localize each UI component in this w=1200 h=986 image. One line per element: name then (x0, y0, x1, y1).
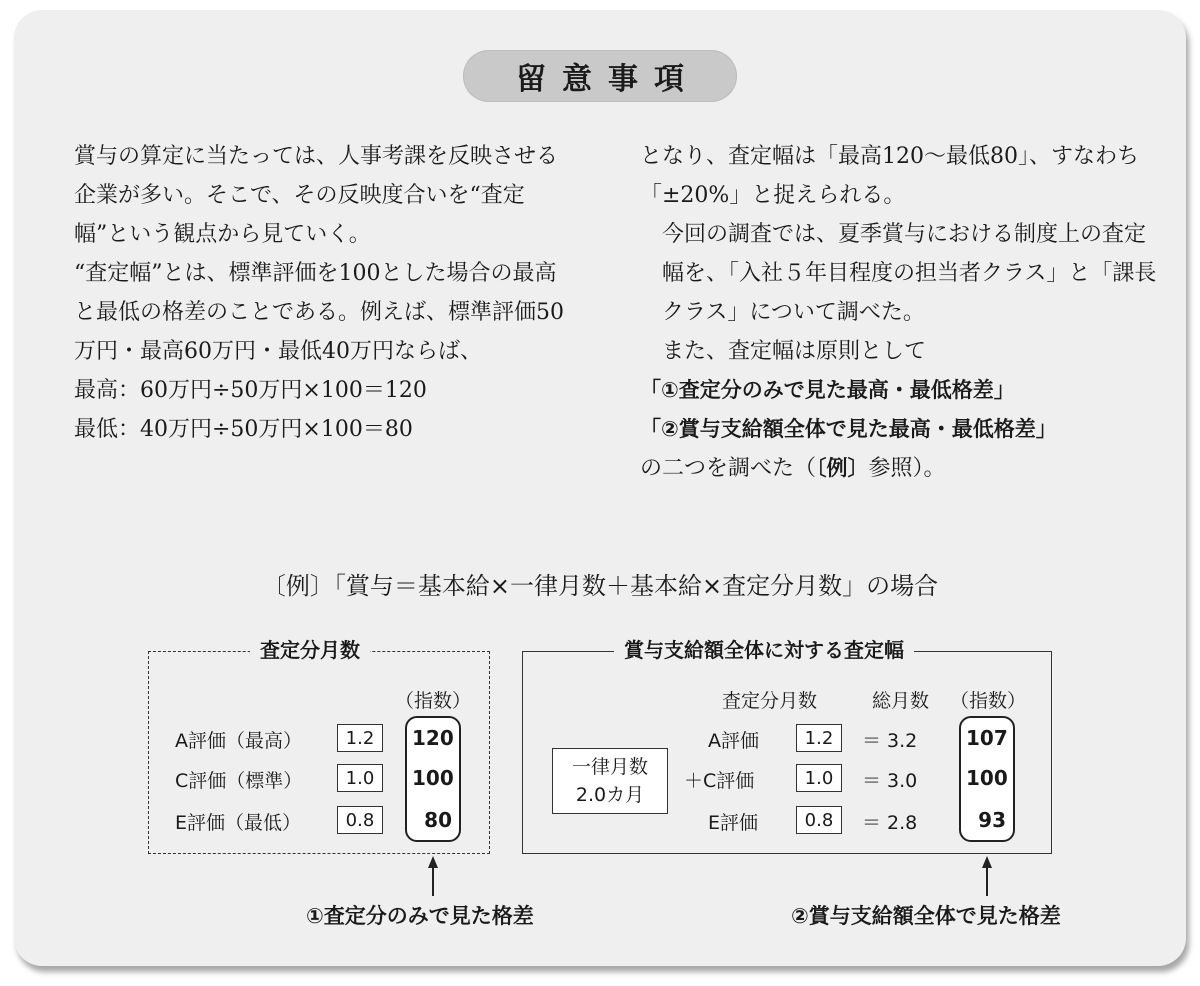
section-title: 留意事項 (463, 50, 737, 102)
lump-months-line1: 一律月数 (571, 756, 648, 778)
box2-total-a: ＝ 3.2 (862, 730, 918, 752)
right-para-1: となり、査定幅は「最高120〜最低80」、すなわち「±20%」と捉えられる。 (640, 144, 1139, 208)
left-para-1: 賞与の算定に当たっては、人事考課を反映させる企業が多い。そこで、その反映度合いを“査定幅”という観点から見ていく。 (74, 144, 559, 247)
box1-months-e: 0.8 (337, 806, 383, 834)
left-formula-max: 最高：60万円÷50万円×100＝120 (74, 378, 427, 403)
box1-grade-c: C評価（標準） (175, 770, 303, 792)
box2-index-a: 107 (966, 726, 1008, 750)
box2-index-c: 100 (966, 766, 1008, 790)
right-column (640, 137, 1160, 488)
box1-grade-a: A評価（最高） (175, 730, 302, 752)
box2-months-a: 1.2 (796, 724, 842, 752)
right-para-4-post: 参照）。 (868, 456, 946, 481)
box2-header-months: 査定分月数 (722, 690, 818, 712)
caption-assessment-only: ①査定分のみで見た格差 (306, 904, 534, 928)
box1-months-a: 1.2 (337, 724, 383, 752)
box2-grade-a: A評価 (708, 730, 759, 752)
assessment-months-label: 査定分月数 (250, 634, 370, 663)
box1-grade-e: E評価（最低） (175, 812, 302, 834)
right-para-4 (640, 449, 1160, 488)
box1-index-c: 100 (412, 766, 454, 790)
arrow-line-1 (432, 866, 434, 896)
example-title: 〔例〕「賞与＝基本給×一律月数＋基本給×査定分月数」の場合 (261, 572, 939, 600)
right-para-2: 今回の調査では、夏季賞与における制度上の査定幅を、「入社５年目程度の担当者クラス」と「課長クラス」について調べた。 (662, 222, 1157, 325)
box1-index-header: （指数） (395, 690, 472, 712)
caption-total-bonus: ②賞与支給額全体で見た格差 (791, 904, 1061, 928)
box2-header-index: （指数） (950, 690, 1027, 712)
box1-index-e: 80 (424, 808, 452, 832)
right-bold-item-1: 「①査定分のみで見た最高・最低格差」 (640, 378, 1015, 402)
box2-months-c: 1.0 (796, 764, 842, 792)
right-para-4-pre: の二つを調べた（ (640, 456, 817, 481)
box2-months-e: 0.8 (796, 806, 842, 834)
box2-total-e: ＝ 2.8 (862, 812, 918, 834)
right-para-3: また、査定幅は原則として (662, 339, 927, 364)
box2-grade-c: ＋C評価 (684, 770, 755, 792)
left-para-2: “査定幅”とは、標準評価を100とした場合の最高と最低の格差のことである。例えば、標準評価50万円・最高60万円・最低40万円ならば、 (74, 261, 564, 364)
box1-months-c: 1.0 (337, 764, 383, 792)
left-formula-min: 最低：40万円÷50万円×100＝80 (74, 417, 413, 442)
box2-index-e: 93 (978, 808, 1006, 832)
box1-index-a: 120 (412, 726, 454, 750)
box2-header-total: 総月数 (872, 690, 930, 712)
box2-total-c: ＝ 3.0 (862, 770, 918, 792)
right-para-4-ref: 〔例〕 (816, 456, 869, 480)
total-bonus-label: 賞与支給額全体に対する査定幅 (614, 634, 914, 663)
left-column (52, 137, 572, 449)
right-bold-item-2: 「②賞与支給額全体で見た最高・最低格差」 (640, 417, 1057, 441)
arrow-line-2 (986, 866, 988, 896)
box2-grade-e: E評価 (708, 812, 759, 834)
lump-months-box (552, 748, 668, 814)
lump-months-line2: 2.0カ月 (575, 784, 645, 806)
